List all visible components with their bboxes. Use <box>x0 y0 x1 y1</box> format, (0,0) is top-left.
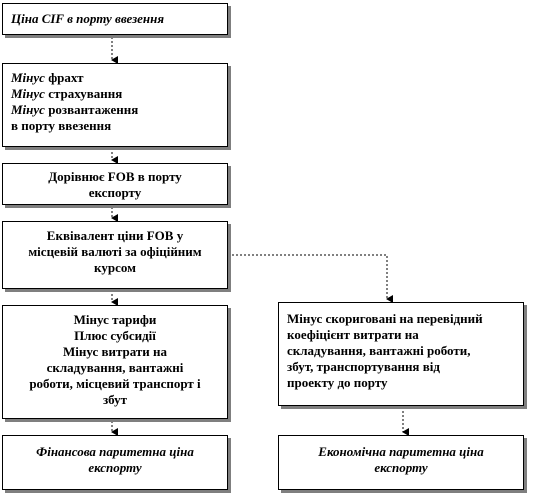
cif-price-label: Ціна CIF в порту ввезення <box>11 11 165 26</box>
financial-adjustments-box <box>2 305 228 419</box>
local-currency-equivalent-box <box>2 221 228 289</box>
minus-freight-line: Мінус фрахт <box>11 70 84 85</box>
fin-parity-line-2: експорту <box>88 460 142 475</box>
minus-unloading-line: Мінус розвантаження <box>11 102 139 117</box>
econ-adj-line-3: складування, вантажні роботи, <box>287 343 471 358</box>
econ-parity-line-2: експорту <box>374 460 428 475</box>
in-import-port-line: в порту ввезення <box>11 118 112 133</box>
minus-insurance-line: Мінус страхування <box>11 86 123 101</box>
econ-adj-line-2: коефіцієнт витрати на <box>287 327 419 342</box>
econ-adj-line-1: Мінус скориговані на перевідний <box>287 311 483 326</box>
fin-adj-line-6: збут <box>102 392 128 407</box>
econ-adj-line-4: збут, транспортування від <box>287 359 440 374</box>
economic-adjustments-box <box>278 302 524 406</box>
equiv-line-3: курсом <box>94 260 136 275</box>
arrow-equiv-to-economic <box>228 255 387 299</box>
equiv-line-2: місцевій валюті за офіційним <box>28 244 202 259</box>
econ-adj-line-5: проекту до порту <box>287 375 388 390</box>
fin-adj-line-1: Мінус тарифи <box>73 312 157 327</box>
minus-costs-box <box>2 63 228 147</box>
fob-price-box <box>2 163 228 205</box>
fin-adj-line-2: Плюс субсидії <box>74 328 156 343</box>
equiv-line-1: Еквівалент ціни FOB у <box>46 228 184 243</box>
fin-parity-line-1: Фінансова паритетна ціна <box>36 444 194 459</box>
economic-parity-price-box <box>278 435 524 490</box>
financial-parity-price-box <box>2 435 228 490</box>
fob-line-1: Дорівнює FOB в порту <box>48 169 182 184</box>
cif-price-box <box>2 3 228 35</box>
fob-line-2: експорту <box>88 185 142 200</box>
econ-parity-line-1: Економічна паритетна ціна <box>318 444 484 459</box>
fin-adj-line-5: роботи, місцевий транспорт і <box>29 376 201 391</box>
fin-adj-line-3: Мінус витрати на <box>62 344 168 359</box>
fin-adj-line-4: складування, вантажні <box>46 360 184 375</box>
